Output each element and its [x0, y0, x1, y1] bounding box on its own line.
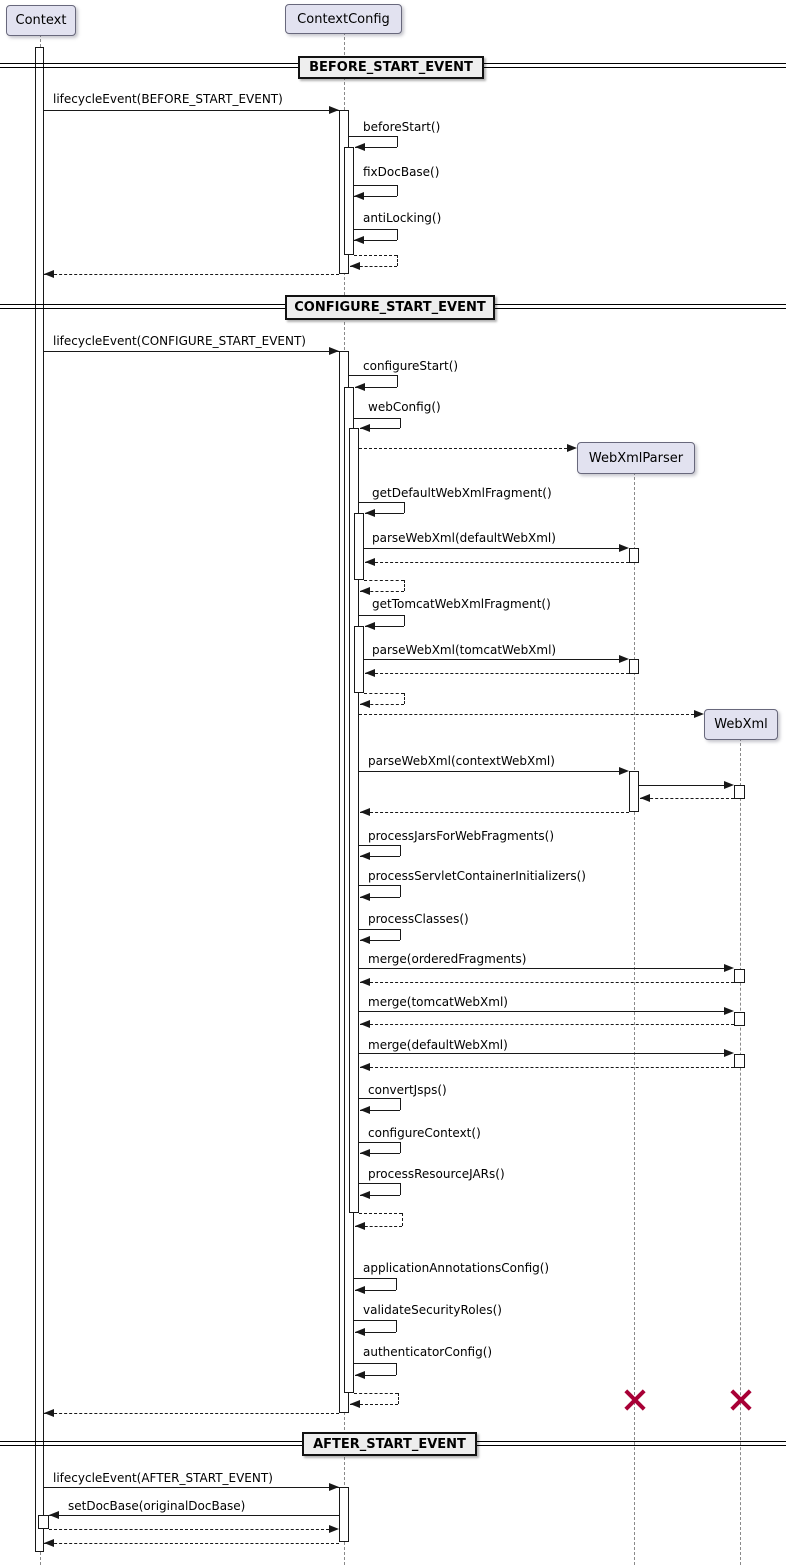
arrowhead: [724, 964, 734, 972]
arrowhead: [44, 1409, 54, 1417]
arrowhead: [724, 781, 734, 789]
arrowhead: [355, 1328, 365, 1336]
arrowhead: [350, 262, 360, 270]
message-label: configureContext(): [368, 1126, 481, 1140]
arrowhead: [360, 1191, 370, 1199]
message-label: getTomcatWebXmlFragment(): [372, 597, 551, 611]
arrowhead: [619, 544, 629, 552]
self-call-line: [359, 1183, 400, 1184]
message-label: lifecycleEvent(BEFORE_START_EVENT): [53, 92, 283, 106]
activation-webxml: [734, 969, 745, 983]
return-line: [640, 798, 734, 799]
self-call-line: [359, 885, 400, 886]
arrowhead: [354, 192, 364, 200]
return-line: [44, 1413, 339, 1414]
message-label: beforeStart(): [363, 120, 441, 134]
arrowhead: [355, 143, 365, 151]
self-call-line: [354, 185, 397, 186]
divider-configure-start-event: CONFIGURE_START_EVENT: [285, 295, 495, 320]
self-call-line: [354, 229, 397, 230]
activation-contextconfig: [354, 626, 364, 693]
return-line: [364, 580, 404, 581]
message-label: validateSecurityRoles(): [363, 1303, 502, 1317]
message-line: [364, 548, 619, 549]
self-call-line: [359, 845, 400, 846]
message-label: merge(tomcatWebXml): [368, 995, 508, 1009]
activation-webxml: [734, 1012, 745, 1026]
message-label: merge(orderedFragments): [368, 952, 527, 966]
arrowhead: [724, 1049, 734, 1057]
return-line: [360, 982, 734, 983]
return-line: [404, 693, 405, 704]
return-line: [360, 812, 629, 813]
arrowhead: [360, 893, 370, 901]
arrowhead: [724, 1007, 734, 1015]
participant-context: Context: [6, 5, 76, 36]
activation-webxmlparser: [629, 659, 639, 674]
arrowhead: [360, 1149, 370, 1157]
message-label: parseWebXml(tomcatWebXml): [372, 643, 557, 657]
message-line: [364, 659, 619, 660]
activation-webxmlparser: [629, 771, 639, 812]
message-label: lifecycleEvent(AFTER_START_EVENT): [53, 1471, 273, 1485]
message-label: processJarsForWebFragments(): [368, 829, 555, 843]
message-label: merge(defaultWebXml): [368, 1038, 508, 1052]
self-call-line: [397, 136, 398, 147]
return-line: [360, 1024, 734, 1025]
arrowhead: [360, 587, 370, 595]
arrowhead: [44, 1539, 54, 1547]
message-line: [359, 1011, 724, 1012]
arrowhead: [329, 1483, 339, 1491]
self-call-line: [400, 418, 401, 428]
self-call-line: [400, 1142, 401, 1153]
message-label: parseWebXml(contextWebXml): [368, 754, 555, 768]
activation-contextconfig: [344, 147, 354, 255]
message-label: processServletContainerInitializers(): [368, 869, 586, 883]
arrowhead: [329, 347, 339, 355]
activation-context-main: [35, 47, 44, 1552]
self-call-line: [354, 1363, 396, 1364]
divider-before-start-event: BEFORE_START_EVENT: [298, 56, 484, 79]
self-call-line: [400, 1183, 401, 1195]
arrowhead: [365, 558, 375, 566]
create-line: [359, 714, 694, 715]
activation-contextconfig: [339, 1487, 349, 1542]
self-call-line: [400, 885, 401, 897]
message-label: setDocBase(originalDocBase): [68, 1499, 246, 1513]
return-line: [404, 580, 405, 591]
self-call-line: [397, 229, 398, 240]
participant-webxmlparser: WebXmlParser: [577, 442, 695, 474]
arrowhead: [619, 655, 629, 663]
arrowhead: [360, 1106, 370, 1114]
message-label: configureStart(): [363, 359, 459, 373]
return-line: [354, 1393, 398, 1394]
message-label: convertJsps(): [368, 1083, 447, 1097]
destroy-x-icon: [623, 1388, 647, 1412]
return-line: [49, 1529, 329, 1530]
arrowhead: [355, 1286, 365, 1294]
divider-after-start-event: AFTER_START_EVENT: [302, 1432, 477, 1456]
arrowhead: [365, 509, 375, 517]
message-label: applicationAnnotationsConfig(): [363, 1261, 550, 1275]
return-line: [359, 1213, 402, 1214]
activation-webxmlparser: [629, 548, 639, 563]
message-line: [359, 1053, 724, 1054]
return-line: [365, 673, 629, 674]
message-line: [359, 771, 619, 772]
arrowhead: [365, 669, 375, 677]
arrowhead: [44, 270, 54, 278]
arrowhead: [360, 424, 370, 432]
return-line: [354, 255, 397, 256]
message-line: [44, 110, 339, 111]
self-call-line: [359, 1098, 400, 1099]
return-line: [360, 1067, 734, 1068]
self-call-line: [359, 615, 404, 616]
arrowhead: [360, 1020, 370, 1028]
message-label: authenticatorConfig(): [363, 1345, 493, 1359]
activation-webxml: [734, 785, 745, 799]
self-call-line: [400, 929, 401, 940]
arrowhead: [360, 1063, 370, 1071]
message-line: [49, 1515, 339, 1516]
return-line: [365, 562, 629, 563]
arrowhead: [355, 1371, 365, 1379]
self-call-line: [354, 418, 400, 419]
arrowhead: [360, 808, 370, 816]
self-call-line: [396, 1363, 397, 1375]
participant-contextconfig: ContextConfig: [285, 4, 402, 34]
arrowhead: [354, 236, 364, 244]
return-line: [44, 1543, 339, 1544]
arrowhead: [640, 794, 650, 802]
return-line: [364, 693, 404, 694]
message-label: getDefaultWebXmlFragment(): [372, 486, 552, 500]
arrowhead: [619, 767, 629, 775]
message-label: fixDocBase(): [363, 165, 440, 179]
message-line: [359, 968, 724, 969]
message-line: [639, 785, 724, 786]
message-line: [44, 1487, 339, 1488]
self-call-line: [349, 375, 397, 376]
arrowhead: [360, 978, 370, 986]
arrowhead: [567, 444, 577, 452]
arrowhead: [360, 852, 370, 860]
self-call-line: [400, 845, 401, 856]
self-call-line: [396, 1278, 397, 1290]
return-line: [44, 274, 339, 275]
message-label: processClasses(): [368, 912, 469, 926]
self-call-line: [400, 1098, 401, 1110]
message-label: lifecycleEvent(CONFIGURE_START_EVENT): [53, 334, 306, 348]
arrowhead: [329, 1525, 339, 1533]
arrowhead: [694, 710, 704, 718]
arrowhead: [350, 1400, 360, 1408]
arrowhead: [360, 936, 370, 944]
self-call-line: [359, 929, 400, 930]
return-line: [397, 255, 398, 266]
destroy-x-icon: [729, 1388, 753, 1412]
self-call-line: [404, 502, 405, 513]
arrowhead: [365, 622, 375, 630]
participant-webxml: WebXml: [704, 709, 778, 740]
arrowhead: [49, 1511, 59, 1519]
self-call-line: [397, 185, 398, 196]
return-line: [402, 1213, 403, 1226]
self-call-line: [359, 502, 404, 503]
message-label: antiLocking(): [363, 211, 442, 225]
self-call-line: [397, 375, 398, 387]
self-call-line: [359, 1142, 400, 1143]
activation-contextconfig: [354, 513, 364, 580]
self-call-line: [354, 1278, 396, 1279]
return-line: [398, 1393, 399, 1404]
self-call-line: [396, 1320, 397, 1332]
message-line: [44, 351, 339, 352]
message-label: processResourceJARs(): [368, 1167, 505, 1181]
create-line: [359, 448, 567, 449]
arrowhead: [360, 700, 370, 708]
message-label: parseWebXml(defaultWebXml): [372, 531, 556, 545]
activation-webxml: [734, 1054, 745, 1068]
arrowhead: [355, 383, 365, 391]
message-label: webConfig(): [368, 400, 441, 414]
self-call-line: [354, 1320, 396, 1321]
activation-context-nested: [38, 1515, 49, 1529]
self-call-line: [404, 615, 405, 626]
self-call-line: [349, 136, 397, 137]
arrowhead: [355, 1222, 365, 1230]
arrowhead: [329, 106, 339, 114]
